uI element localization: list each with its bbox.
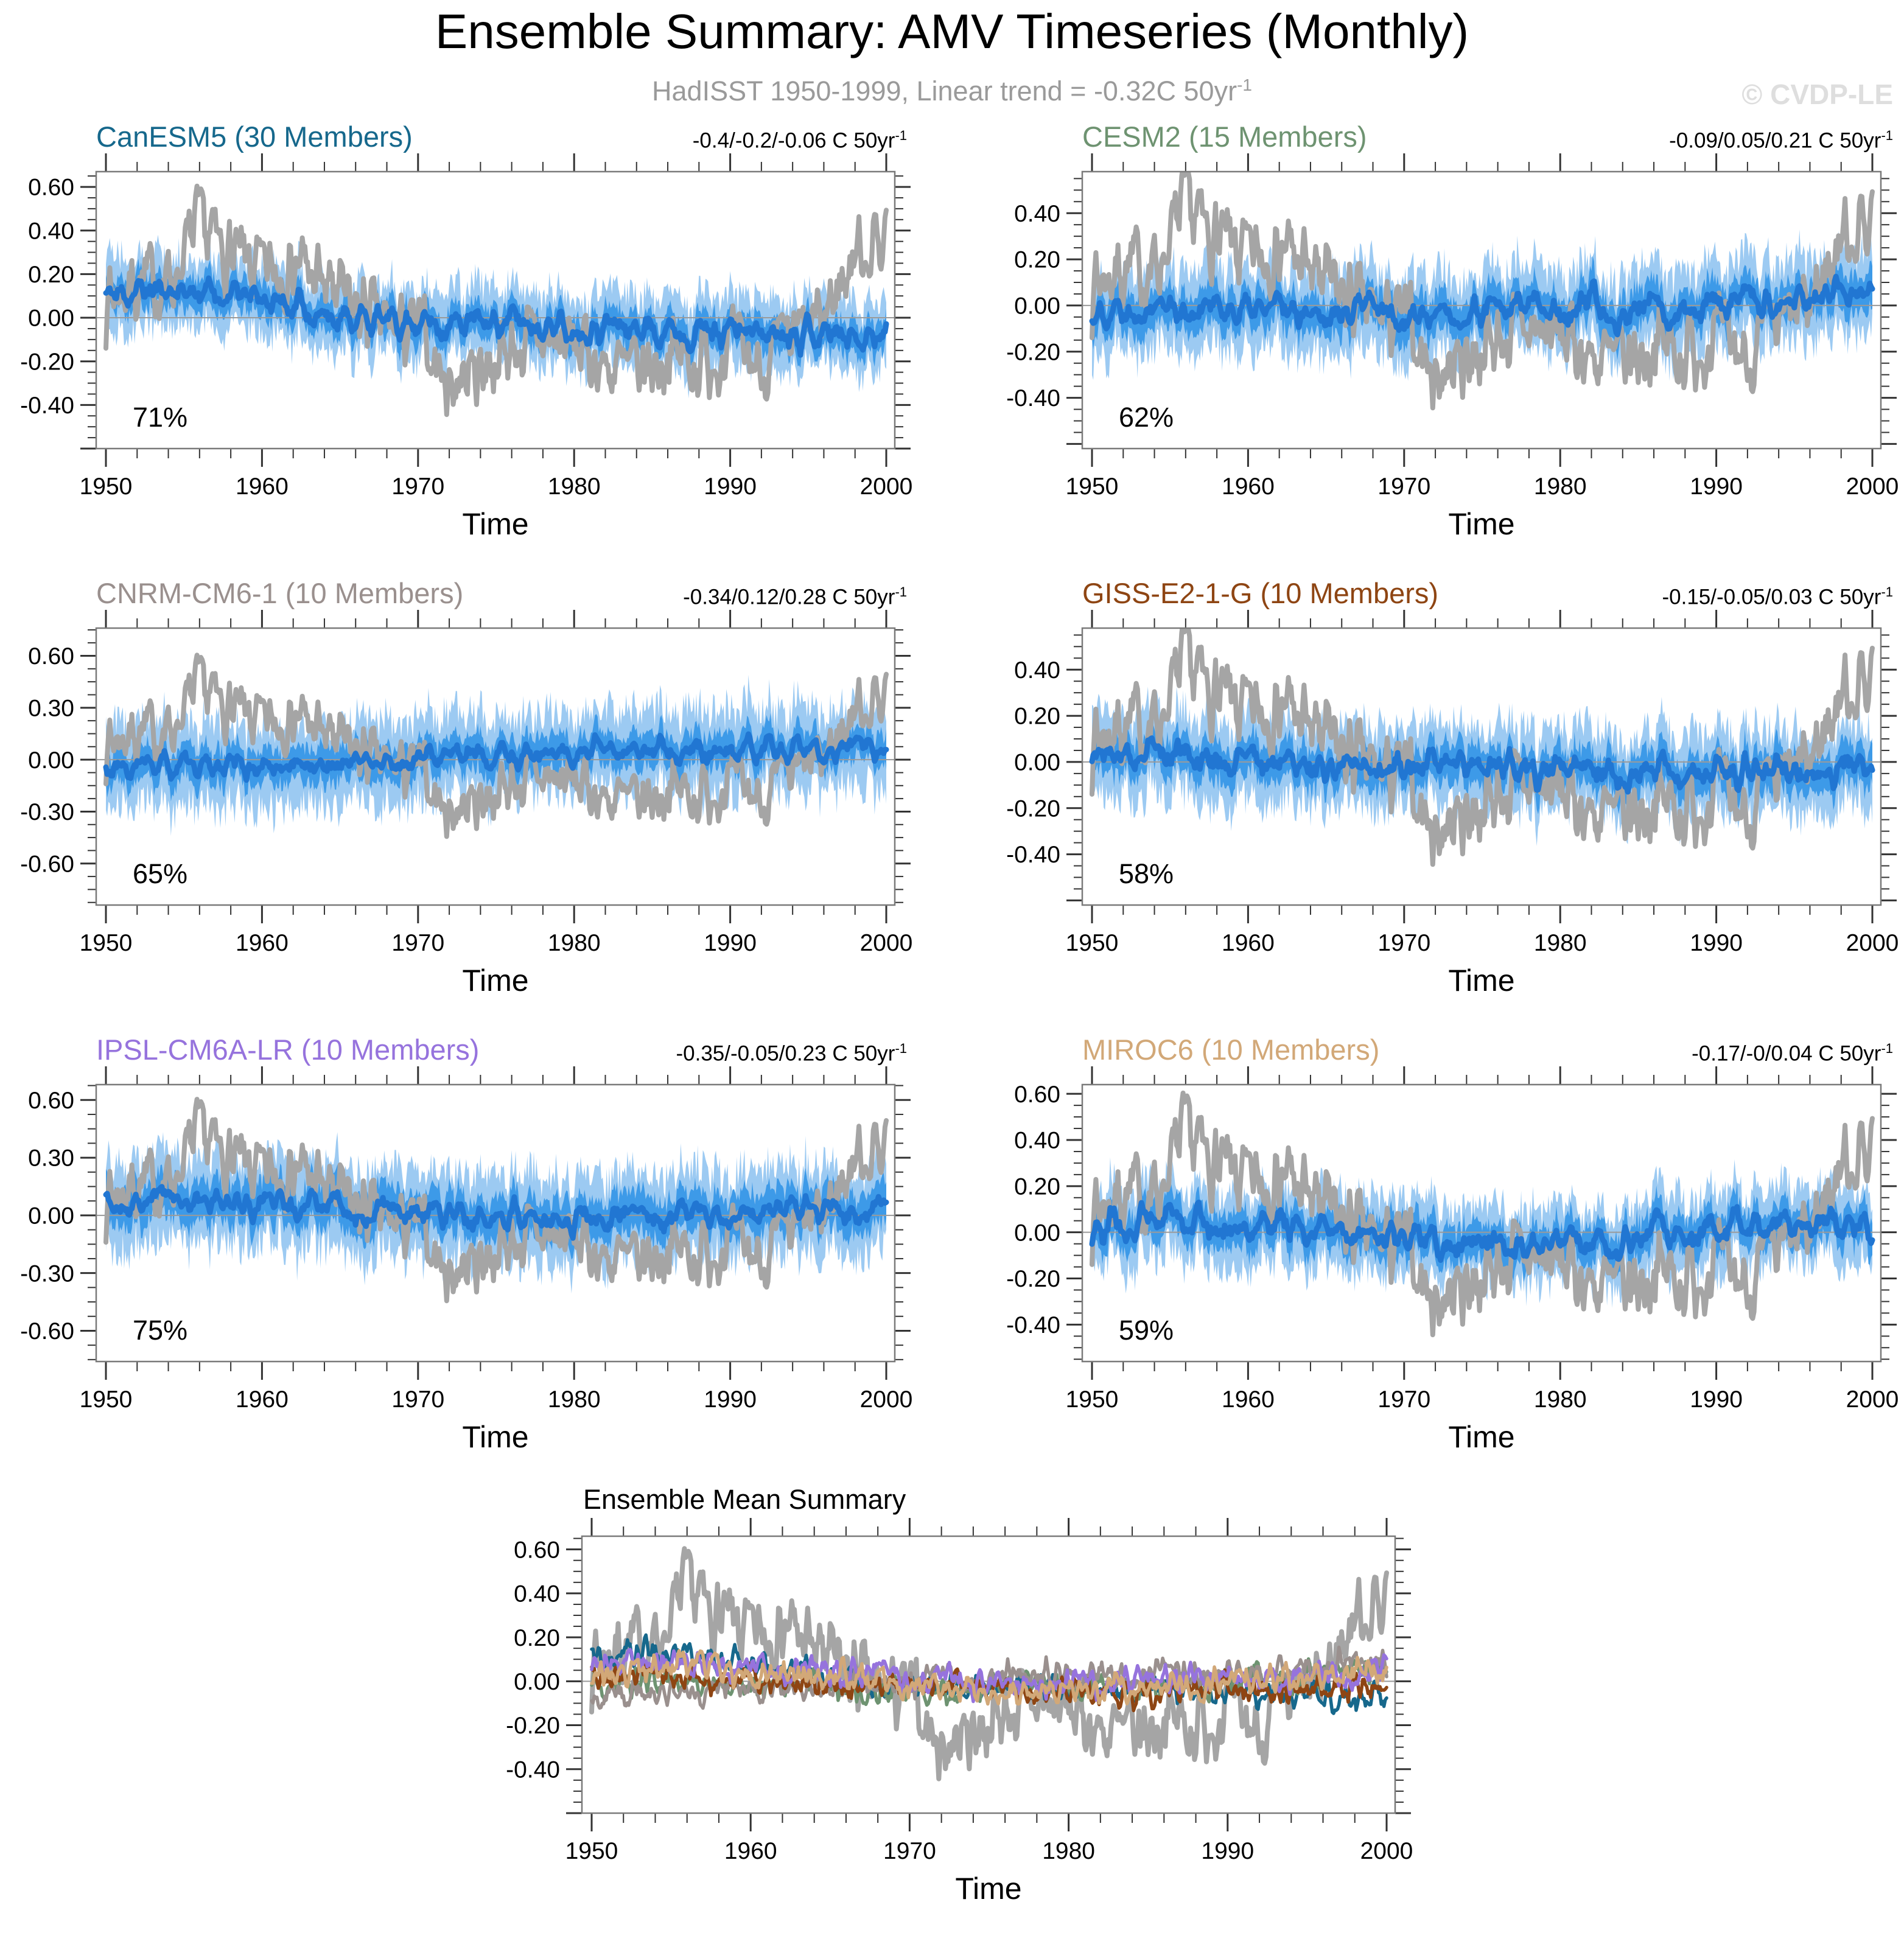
svg-text:-0.40: -0.40 [1006, 385, 1060, 412]
svg-text:-0.40: -0.40 [20, 392, 74, 419]
panel-title-canesm5: CanESM5 (30 Members) [96, 121, 413, 153]
svg-text:-0.40: -0.40 [506, 1757, 560, 1783]
trend-label-miroc6 [1692, 1041, 1893, 1066]
trend-superscript: -1 [895, 128, 907, 144]
svg-text:0.60: 0.60 [28, 643, 74, 670]
svg-text:2000: 2000 [1846, 1386, 1899, 1413]
svg-text:1970: 1970 [1377, 474, 1431, 500]
trend-text: -0.35/-0.05/0.23 C 50yr [676, 1042, 895, 1066]
svg-text:2000: 2000 [859, 930, 913, 956]
svg-text:0.00: 0.00 [1014, 749, 1060, 776]
trend-text: -0.17/-0/0.04 C 50yr [1692, 1042, 1881, 1066]
svg-text:1960: 1960 [236, 930, 289, 956]
svg-text:0.40: 0.40 [1014, 657, 1060, 684]
svg-text:2000: 2000 [859, 1386, 913, 1413]
panel-title-cnrm-cm6-1: CNRM-CM6-1 (10 Members) [96, 577, 464, 609]
trend-label-canesm5 [693, 128, 907, 153]
panel-cesm2 [991, 114, 1904, 541]
svg-text:0.40: 0.40 [1014, 1127, 1060, 1154]
agreement-pct-miroc6: 59% [1119, 1315, 1174, 1346]
svg-text:1950: 1950 [1065, 930, 1119, 956]
svg-text:1950: 1950 [79, 474, 133, 500]
xaxis-title-miroc6: Time [1448, 1420, 1515, 1454]
xaxis-title-giss-e2-1-g: Time [1448, 963, 1515, 998]
svg-text:1990: 1990 [1690, 930, 1743, 956]
trend-superscript: -1 [1881, 584, 1893, 600]
svg-text:0.40: 0.40 [28, 218, 74, 245]
svg-text:0.30: 0.30 [28, 695, 74, 722]
panel-title-giss-e2-1-g: GISS-E2-1-G (10 Members) [1082, 577, 1439, 609]
svg-text:1990: 1990 [704, 474, 757, 500]
trend-label-giss-e2-1-g [1662, 584, 1894, 610]
svg-text:1980: 1980 [1533, 1386, 1587, 1413]
svg-text:0.30: 0.30 [28, 1145, 74, 1172]
svg-text:0.00: 0.00 [1014, 293, 1060, 320]
svg-text:1970: 1970 [1377, 930, 1431, 956]
svg-text:-0.20: -0.20 [20, 349, 74, 376]
svg-text:-0.40: -0.40 [1006, 842, 1060, 869]
svg-text:-0.60: -0.60 [20, 851, 74, 878]
panel-canesm5 [5, 114, 918, 541]
svg-text:1990: 1990 [1201, 1838, 1255, 1864]
svg-text:0.40: 0.40 [514, 1581, 560, 1607]
trend-text: -0.34/0.12/0.28 C 50yr [683, 586, 895, 609]
trend-label-ipsl-cm6a-lr [676, 1041, 908, 1066]
xaxis-title-ipsl-cm6a-lr: Time [462, 1420, 529, 1454]
subtitle-superscript: -1 [1237, 75, 1252, 94]
figure-title: Ensemble Summary: AMV Timeseries (Monthly) [435, 4, 1469, 58]
trend-text: -0.09/0.05/0.21 C 50yr [1669, 129, 1881, 153]
chart-canvas-cesm2 [991, 153, 1901, 503]
chart-canvas-ensemble-mean-summary [492, 1518, 1420, 1868]
chart-canvas-miroc6 [991, 1066, 1901, 1416]
chart-canvas-ipsl-cm6a-lr [5, 1066, 915, 1416]
svg-text:-0.20: -0.20 [1006, 339, 1060, 366]
panel-ipsl-cm6a-lr [5, 1027, 918, 1454]
svg-text:2000: 2000 [1360, 1838, 1413, 1864]
svg-text:1960: 1960 [1222, 474, 1275, 500]
svg-text:0.60: 0.60 [28, 1087, 74, 1114]
agreement-pct-canesm5: 71% [133, 402, 188, 433]
svg-text:0.20: 0.20 [514, 1624, 560, 1651]
svg-text:0.60: 0.60 [514, 1537, 560, 1564]
subtitle-text: HadISST 1950-1999, Linear trend = -0.32C 50yr [652, 75, 1237, 107]
svg-text:0.20: 0.20 [1014, 1173, 1060, 1200]
svg-text:1950: 1950 [79, 1386, 133, 1413]
svg-text:0.40: 0.40 [1014, 200, 1060, 227]
svg-text:0.00: 0.00 [1014, 1220, 1060, 1246]
svg-text:0.00: 0.00 [514, 1668, 560, 1695]
svg-text:-0.60: -0.60 [20, 1318, 74, 1345]
panel-cnrm-cm6-1 [5, 571, 918, 998]
svg-text:-0.20: -0.20 [1006, 795, 1060, 822]
svg-text:0.20: 0.20 [1014, 703, 1060, 730]
xaxis-title-canesm5: Time [462, 507, 529, 541]
cvdp-watermark: © CVDP-LE [1741, 79, 1893, 110]
panel-ensemble-mean-summary [492, 1484, 1423, 1906]
svg-text:0.60: 0.60 [28, 174, 74, 201]
svg-text:0.60: 0.60 [1014, 1081, 1060, 1108]
svg-text:1980: 1980 [547, 474, 601, 500]
xaxis-title-summary: Time [955, 1872, 1022, 1906]
trend-superscript: -1 [1881, 128, 1893, 144]
svg-text:1980: 1980 [1042, 1838, 1095, 1864]
svg-text:1990: 1990 [1690, 1386, 1743, 1413]
svg-text:0.20: 0.20 [1014, 246, 1060, 273]
svg-text:1950: 1950 [79, 930, 133, 956]
svg-text:1960: 1960 [236, 474, 289, 500]
svg-text:1950: 1950 [1065, 474, 1119, 500]
trend-text: -0.4/-0.2/-0.06 C 50yr [692, 129, 895, 153]
svg-text:-0.40: -0.40 [1006, 1312, 1060, 1338]
chart-canvas-giss-e2-1-g [991, 610, 1901, 960]
svg-text:1990: 1990 [1690, 474, 1743, 500]
svg-text:1960: 1960 [724, 1838, 777, 1864]
svg-text:1970: 1970 [391, 930, 445, 956]
panel-title-cesm2: CESM2 (15 Members) [1082, 121, 1367, 153]
trend-superscript: -1 [1881, 1041, 1893, 1057]
agreement-pct-cnrm-cm6-1: 65% [133, 858, 188, 889]
panel-title-ipsl-cm6a-lr: IPSL-CM6A-LR (10 Members) [96, 1033, 480, 1066]
agreement-pct-cesm2: 62% [1119, 402, 1174, 433]
svg-text:1960: 1960 [1222, 1386, 1275, 1413]
svg-text:-0.20: -0.20 [1006, 1266, 1060, 1293]
summary-panel-title: Ensemble Mean Summary [583, 1484, 906, 1515]
svg-text:1980: 1980 [1533, 474, 1587, 500]
svg-text:2000: 2000 [859, 474, 913, 500]
svg-text:1960: 1960 [236, 1386, 289, 1413]
svg-text:2000: 2000 [1846, 930, 1899, 956]
xaxis-title-cesm2: Time [1448, 507, 1515, 541]
svg-text:1970: 1970 [391, 474, 445, 500]
svg-text:-0.30: -0.30 [20, 799, 74, 826]
agreement-pct-giss-e2-1-g: 58% [1119, 858, 1174, 889]
svg-text:1990: 1990 [704, 1386, 757, 1413]
trend-label-cnrm-cm6-1 [683, 584, 907, 610]
svg-text:0.00: 0.00 [28, 1203, 74, 1229]
svg-text:1950: 1950 [565, 1838, 618, 1864]
trend-label-cesm2 [1669, 128, 1893, 153]
panel-title-miroc6: MIROC6 (10 Members) [1082, 1033, 1380, 1066]
svg-text:-0.20: -0.20 [506, 1713, 560, 1739]
chart-canvas-cnrm-cm6-1 [5, 610, 915, 960]
svg-text:1970: 1970 [1377, 1386, 1431, 1413]
svg-text:1980: 1980 [1533, 930, 1587, 956]
panel-giss-e2-1-g [991, 571, 1904, 998]
svg-text:0.00: 0.00 [28, 747, 74, 774]
trend-superscript: -1 [895, 1041, 907, 1057]
agreement-pct-ipsl-cm6a-lr: 75% [133, 1315, 188, 1346]
svg-text:1950: 1950 [1065, 1386, 1119, 1413]
svg-text:1970: 1970 [883, 1838, 936, 1864]
trend-superscript: -1 [895, 584, 907, 600]
chart-canvas-canesm5 [5, 153, 915, 503]
svg-text:2000: 2000 [1846, 474, 1899, 500]
xaxis-title-cnrm-cm6-1: Time [462, 963, 529, 998]
trend-text: -0.15/-0.05/0.03 C 50yr [1662, 586, 1881, 609]
svg-text:1970: 1970 [391, 1386, 445, 1413]
svg-text:1980: 1980 [547, 1386, 601, 1413]
svg-text:1960: 1960 [1222, 930, 1275, 956]
svg-text:-0.30: -0.30 [20, 1260, 74, 1287]
svg-text:0.20: 0.20 [28, 262, 74, 288]
panel-miroc6 [991, 1027, 1904, 1454]
svg-text:1980: 1980 [547, 930, 601, 956]
svg-text:0.00: 0.00 [28, 305, 74, 332]
figure-subtitle [0, 75, 1904, 107]
svg-text:1990: 1990 [704, 930, 757, 956]
